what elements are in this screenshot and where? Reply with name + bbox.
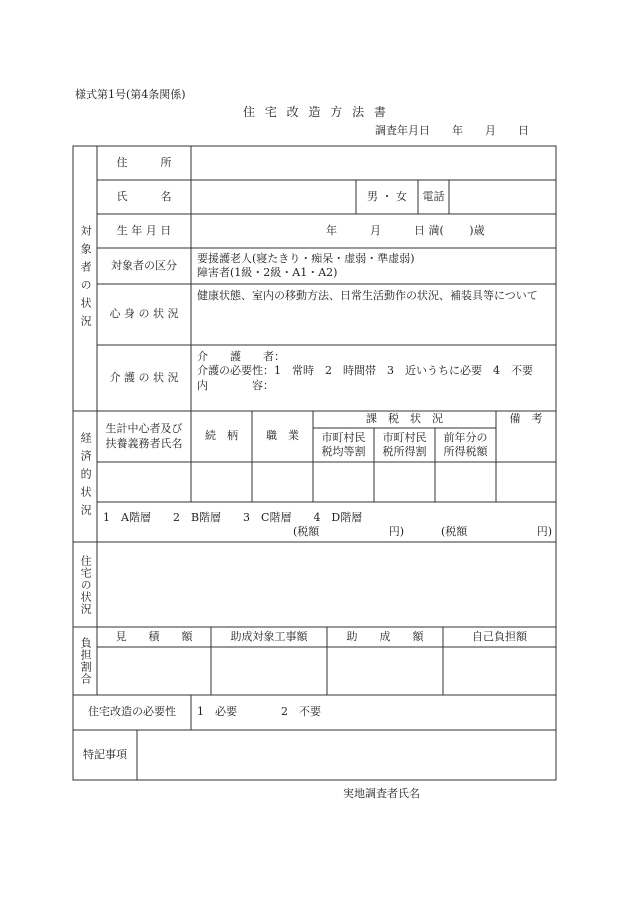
phone-label: 電話: [422, 189, 445, 203]
earner-name-field[interactable]: [97, 462, 191, 502]
tax-amount-1: (税額 円): [293, 525, 405, 538]
job-label: 職 業: [266, 429, 299, 443]
housing-field[interactable]: [97, 542, 556, 627]
surveyor-label: 実地調査者氏名: [343, 787, 420, 800]
birth-field[interactable]: [191, 214, 556, 248]
necessity-options[interactable]: 1 必要 2 不要: [197, 705, 321, 719]
tax-col-prev: 前年分の 所得税額: [443, 430, 488, 458]
subsidy-label: 助 成 額: [346, 629, 424, 643]
estimate-label: 見 積 額: [115, 629, 193, 643]
self-burden-field[interactable]: [443, 647, 556, 695]
earner-label: 生計中心者及び 扶養義務者氏名: [105, 422, 183, 450]
survey-date: 調査年月日 年 月 日: [375, 124, 529, 137]
burden-section-label: 負担割合: [79, 637, 93, 685]
phone-field[interactable]: [449, 180, 556, 214]
subsidy-target-field[interactable]: [211, 647, 327, 695]
tax-status-label: 課 税 状 況: [366, 412, 443, 426]
necessity-label: 住宅改造の必要性: [88, 705, 176, 719]
category-options[interactable]: 要援護老人(寝たきり・痴呆・虚弱・準虚弱) 障害者(1級・2級・A1・A2): [197, 251, 415, 279]
name-label: 氏 名: [116, 189, 172, 203]
page-title: 住 宅 改 造 方 法 書: [243, 105, 389, 119]
self-burden-label: 自己負担額: [472, 629, 527, 643]
subsidy-target-label: 助成対象工事額: [230, 629, 308, 643]
address-label: 住 所: [116, 155, 172, 169]
tax-equal-field[interactable]: [313, 462, 374, 502]
tax-income-field[interactable]: [374, 462, 435, 502]
job-field[interactable]: [252, 462, 313, 502]
remarks-field[interactable]: [137, 730, 556, 780]
tax-col-equal: 市町村民 税均等割: [321, 430, 366, 458]
birth-label: 生 年 月 日: [116, 223, 172, 237]
category-label: 対象者の区分: [111, 258, 177, 272]
tier-options[interactable]: 1 A階層 2 B階層 3 C階層 4 D階層: [103, 511, 363, 524]
gender-choice[interactable]: 男 ・ 女: [367, 189, 407, 203]
relation-field[interactable]: [191, 462, 252, 502]
tax-col-income: 市町村民 税所得割: [382, 430, 427, 458]
condition-prompt: 健康状態、室内の移動方法、日常生活動作の状況、補装具等について: [197, 289, 538, 302]
remarks-label: 特記事項: [83, 747, 127, 761]
form-number: 様式第1号(第4条関係): [75, 88, 186, 101]
condition-field[interactable]: [191, 284, 556, 345]
notes-label: 備 考: [509, 412, 543, 426]
condition-label: 心 身 の 状 況: [109, 307, 179, 321]
address-field[interactable]: [191, 146, 556, 180]
estimate-field[interactable]: [97, 647, 211, 695]
name-field[interactable]: [191, 180, 356, 214]
tax-prev-field[interactable]: [435, 462, 496, 502]
economy-section-label: 経済的状況: [79, 431, 93, 522]
subsidy-field[interactable]: [327, 647, 443, 695]
care-field[interactable]: 介 護 者： 介護の必要性：1 常時 2 時間帯 3 近いうちに必要 4 不要 内 容：: [197, 350, 533, 392]
care-label: 介 護 の 状 況: [109, 370, 179, 384]
notes-field[interactable]: [496, 462, 556, 502]
tax-amount-2: (税額 円): [441, 525, 553, 538]
relation-label: 続 柄: [205, 429, 238, 443]
birth-value: 年 月 日 満( )歳: [326, 223, 485, 237]
subject-section-label: 対象者の状況: [79, 224, 93, 333]
housing-section-label: 住宅の状況: [79, 554, 93, 615]
